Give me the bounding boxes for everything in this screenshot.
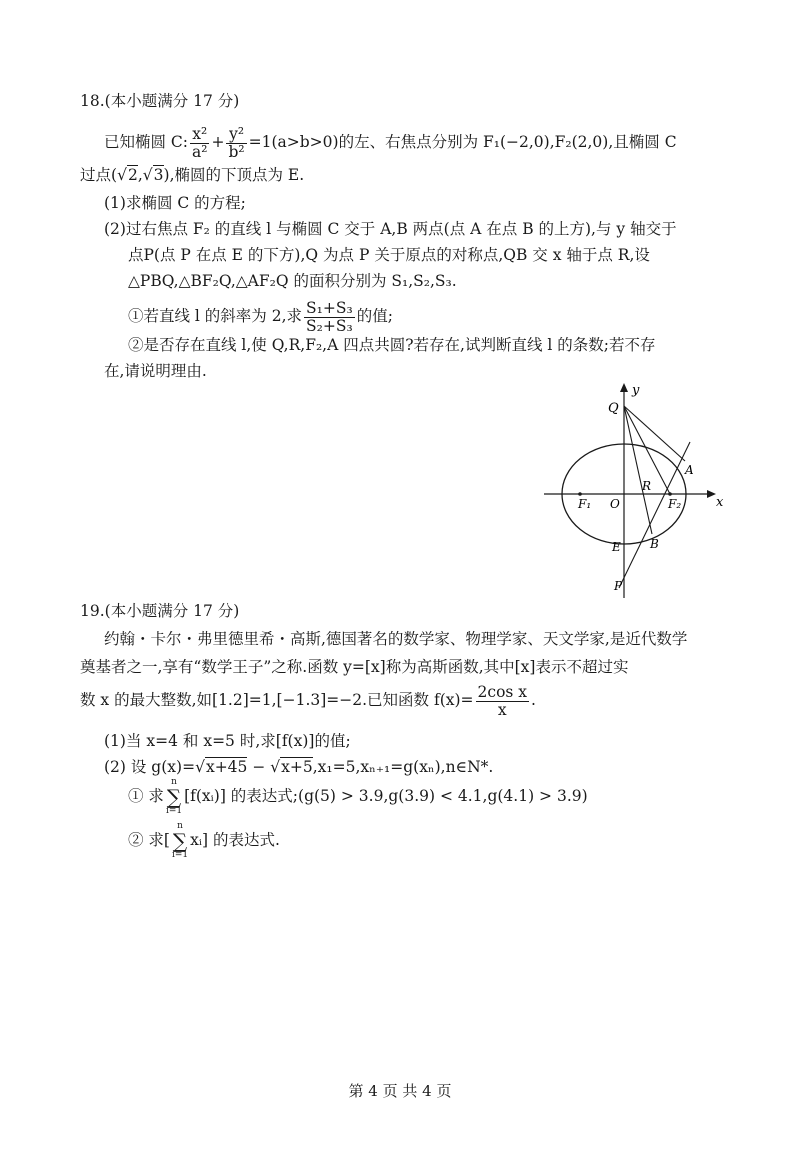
label-r: R <box>642 479 652 493</box>
sum2-symbol: ∑ <box>172 829 188 853</box>
label-o: O <box>610 497 620 511</box>
q18-line2-pre: 过点( <box>80 166 118 184</box>
q19-sub2-pre: ② 求[ <box>128 831 170 849</box>
x-axis-arrow <box>707 490 716 498</box>
q19-stem-line2: 奠基者之一,享有“数学王子”之称.函数 y=[x]称为高斯函数,其中[x]表示不超过实 <box>80 658 629 676</box>
ellipse-x-num: x² <box>190 126 209 143</box>
label-f1: F₁ <box>578 497 592 511</box>
q19-sub1 <box>128 776 588 816</box>
q18-header: 18.(本小题满分 17 分) <box>80 92 240 110</box>
q18-line2-post: ),椭圆的下顶点为 E. <box>163 166 305 184</box>
q18-sub1-pre: ①若直线 l 的斜率为 2,求 <box>128 307 303 325</box>
plus-sign: + <box>211 133 225 151</box>
ellipse-y-den: b² <box>228 142 245 161</box>
segment-qa <box>624 406 685 461</box>
segment-qb <box>624 406 652 534</box>
q19-line3-post: . <box>531 691 536 709</box>
q19-sub1-post: [f(xᵢ)] 的表达式;(g(5) > 3.9,g(3.9) < 4.1,g(4.1) > 3.9) <box>184 787 588 805</box>
sum1-top: n <box>171 777 177 787</box>
q19-stem-line1: 约翰・卡尔・弗里德里希・高斯,德国著名的数学家、物理学家、天文学家,是近代数学 <box>104 630 688 648</box>
sqrt-two: 2 <box>127 166 138 184</box>
q19-sub2-post: xᵢ] 的表达式. <box>190 831 280 849</box>
sqrt-x-5: x+5 <box>281 758 313 776</box>
point-f1 <box>578 492 582 496</box>
q19-part2-pre: (2) 设 g(x)= <box>104 758 196 776</box>
label-x: x <box>716 495 724 510</box>
label-a: A <box>685 463 694 477</box>
sum1-bottom: i=1 <box>165 806 183 816</box>
ellipse-y-fraction <box>226 126 246 160</box>
q18-part2-line2: 点P(点 P 在点 E 的下方),Q 为点 P 关于原点的对称点,QB 交 x 轴于点 R,设 <box>128 246 650 264</box>
label-q: Q <box>608 401 619 416</box>
q18-stem-line1 <box>104 120 677 164</box>
q18-stem-p2: =1(a>b>0)的左、右焦点分别为 F₁(−2,0),F₂(2,0),且椭圆 C <box>248 133 677 151</box>
area-ratio-fraction <box>304 300 355 334</box>
q19-header: 19.(本小题满分 17 分) <box>80 602 240 620</box>
q19-sub2 <box>128 820 280 860</box>
ellipse-figure <box>540 378 740 600</box>
label-b: B <box>650 537 659 551</box>
q18-sub2-line2: 在,请说明理由. <box>104 362 207 380</box>
label-p: P <box>614 579 623 593</box>
area-ratio-num: S₁+S₃ <box>306 299 353 318</box>
sum1-symbol: ∑ <box>166 785 182 809</box>
q18-part2-line3: △PBQ,△BF₂Q,△AF₂Q 的面积分别为 S₁,S₂,S₃. <box>128 272 457 290</box>
page-footer: 第 4 页 共 4 页 <box>348 1082 452 1100</box>
q19-stem-line3 <box>80 678 536 722</box>
ellipse-x-fraction <box>190 126 209 160</box>
minus-sign: − <box>247 758 271 776</box>
q19-sub1-pre: ① 求 <box>128 787 164 805</box>
q18-stem-line2: 过点(√2,√3),椭圆的下顶点为 E. <box>80 166 305 184</box>
label-y: y <box>632 383 640 398</box>
q19-part2-post: ,x₁=5,xₙ₊₁=g(xₙ),n∈N*. <box>312 758 494 776</box>
q19-part2: (2) 设 g(x)=√x+45 − √x+5,x₁=5,xₙ₊₁=g(xₙ),n∈N*. <box>104 758 494 776</box>
q18-sub1-post: 的值; <box>356 307 393 325</box>
q18-stem-p1: 已知椭圆 C: <box>104 133 189 151</box>
ellipse-y-num: y² <box>226 126 246 143</box>
q18-part1: (1)求椭圆 C 的方程; <box>104 194 246 212</box>
q19-line3-pre: 数 x 的最大整数,如[1.2]=1,[−1.3]=−2.已知函数 f(x)= <box>80 691 474 709</box>
q18-sub1 <box>128 296 393 336</box>
q18-part2-line1: (2)过右焦点 F₂ 的直线 l 与椭圆 C 交于 A,B 两点(点 A 在点 B 的上方),与 y 轴交于 <box>104 220 677 238</box>
point-f2 <box>668 492 672 496</box>
f-num: 2cos x <box>477 683 528 702</box>
y-axis-arrow <box>620 383 628 392</box>
sum-sigma-1 <box>166 778 182 816</box>
sum-sigma-2 <box>172 822 188 860</box>
f-fraction <box>476 684 530 718</box>
label-e: E <box>612 540 621 554</box>
comma: , <box>137 166 143 184</box>
sum2-bottom: i=1 <box>171 850 189 860</box>
area-ratio-den: S₂+S₃ <box>306 316 353 335</box>
f-den: x <box>497 700 507 719</box>
sqrt-three: 3 <box>153 166 164 184</box>
sqrt-x-45: x+45 <box>205 758 248 776</box>
q19-part1: (1)当 x=4 和 x=5 时,求[f(x)]的值; <box>104 732 351 750</box>
q18-sub2-line1: ②是否存在直线 l,使 Q,R,F₂,A 四点共圆?若存在,试判断直线 l 的条数;若不存 <box>128 336 656 354</box>
label-f2: F₂ <box>668 497 682 511</box>
ellipse-x-den: a² <box>192 142 208 161</box>
sum2-top: n <box>177 821 183 831</box>
